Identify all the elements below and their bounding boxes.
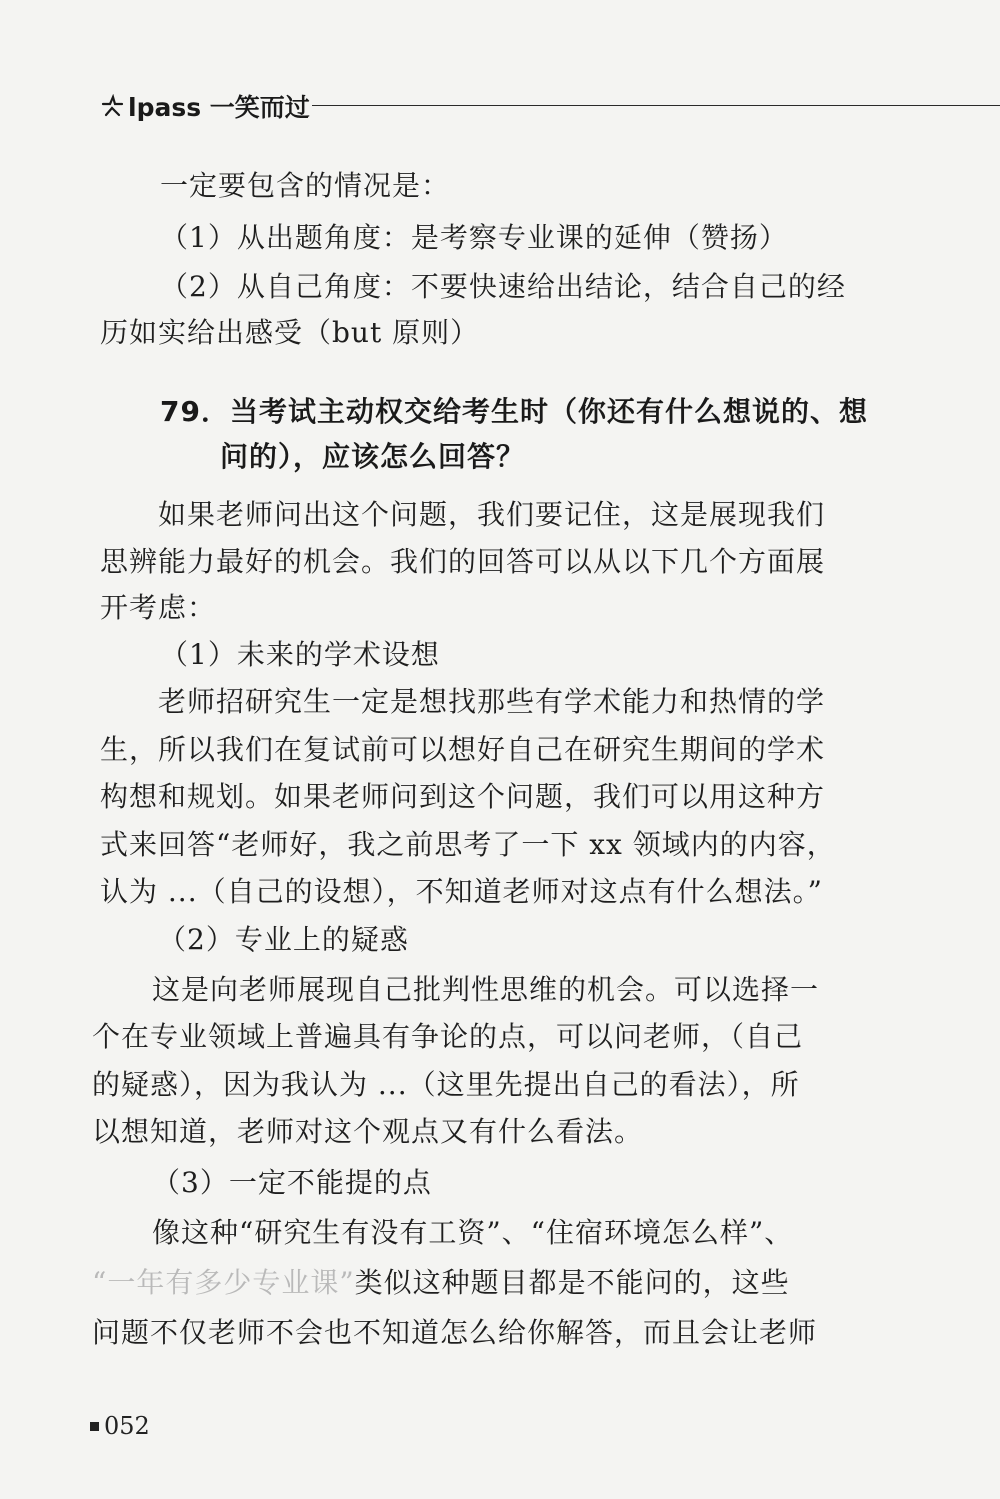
text-line-rest: 类似这种题目都是不能问的，这些 <box>354 1266 790 1299</box>
text-line: 开考虑： <box>100 591 217 624</box>
text-line: 如果老师问出这个问题，我们要记住，这是展现我们 <box>158 498 826 531</box>
page-footer <box>90 1412 150 1440</box>
text-line: 这是向老师展现自己批判性思维的机会。可以选择一 <box>152 973 820 1006</box>
text-line: 像这种“研究生有没有工资”、“住宿环境怎么样”、 <box>152 1216 794 1249</box>
text-line: 个在专业领域上普遍具有争论的点，可以问老师，（自己 <box>92 1020 804 1053</box>
text-line: 一定要包含的情况是： <box>160 169 451 202</box>
subheading-line: （2）专业上的疑惑 <box>158 923 409 956</box>
text-line: 老师招研究生一定是想找那些有学术能力和热情的学 <box>158 685 826 718</box>
logo-text: lpass 一笑而过 <box>128 93 310 122</box>
subheading-line: （1）未来的学术设想 <box>160 638 440 671</box>
text-line: 以想知道，老师对这个观点又有什么看法。 <box>92 1115 644 1148</box>
text-line: 认为 ...（自己的设想），不知道老师对这点有什么想法。” <box>100 875 823 908</box>
question-heading-line1: 79．当考试主动权交给考生时（你还有什么想说的、想 <box>160 395 868 428</box>
text-line-faded <box>92 1263 790 1303</box>
question-heading-line2: 问的），应该怎么回答？ <box>220 440 526 473</box>
subheading-line: （3）一定不能提的点 <box>152 1166 432 1199</box>
text-line: 的疑惑），因为我认为 ...（这里先提出自己的看法），所 <box>92 1068 800 1101</box>
text-line: 生，所以我们在复试前可以想好自己在研究生期间的学术 <box>100 733 826 766</box>
text-line: 思辨能力最好的机会。我们的回答可以从以下几个方面展 <box>100 545 826 578</box>
text-line: （2）从自己角度：不要快速给出结论，结合自己的经 <box>160 270 846 303</box>
logo <box>100 86 310 126</box>
faded-text: “一年有多少专业课” <box>92 1266 355 1299</box>
star-logo-icon <box>100 94 126 118</box>
text-line: 历如实给出感受（but 原则） <box>100 316 480 349</box>
square-bullet-icon <box>90 1422 99 1431</box>
text-line: 式来回答“老师好，我之前思考了一下 xx 领域内的内容， <box>100 828 836 861</box>
text-line: 问题不仅老师不会也不知道怎么给你解答，而且会让老师 <box>92 1316 818 1349</box>
header-rule <box>312 105 1000 106</box>
text-line: （1）从出题角度：是考察专业课的延伸（赞扬） <box>160 221 788 254</box>
page-number: 052 <box>104 1412 150 1440</box>
text-line: 构想和规划。如果老师问到这个问题，我们可以用这种方 <box>100 780 826 813</box>
page-header <box>100 86 1000 126</box>
